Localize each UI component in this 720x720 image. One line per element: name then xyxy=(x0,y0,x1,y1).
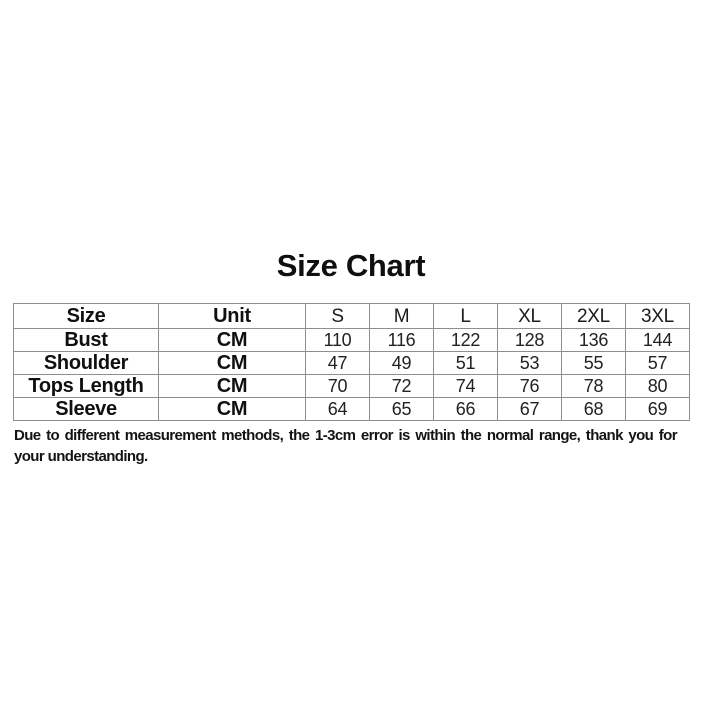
value-cell: 144 xyxy=(626,329,690,352)
value-cell: 51 xyxy=(434,352,498,375)
page-title: Size Chart xyxy=(276,248,426,283)
table-row-shoulder xyxy=(14,352,690,375)
value-cell: 65 xyxy=(370,398,434,421)
value-cell: 78 xyxy=(562,375,626,398)
value-cell: 72 xyxy=(370,375,434,398)
row-label: Sleeve xyxy=(14,398,159,421)
row-label: Bust xyxy=(14,329,159,352)
value-cell: 74 xyxy=(434,375,498,398)
header-cell-2xl: 2XL xyxy=(562,304,626,329)
value-cell: 116 xyxy=(370,329,434,352)
row-label: Tops Length xyxy=(14,375,159,398)
header-cell-unit: Unit xyxy=(159,304,306,329)
value-cell: 57 xyxy=(626,352,690,375)
value-cell: 67 xyxy=(498,398,562,421)
value-cell: 49 xyxy=(370,352,434,375)
value-cell: 136 xyxy=(562,329,626,352)
header-cell-size: Size xyxy=(14,304,159,329)
header-cell-m: M xyxy=(370,304,434,329)
row-label: Shoulder xyxy=(14,352,159,375)
value-cell: 64 xyxy=(306,398,370,421)
header-cell-3xl: 3XL xyxy=(626,304,690,329)
unit-cell: CM xyxy=(159,352,306,375)
value-cell: 69 xyxy=(626,398,690,421)
value-cell: 47 xyxy=(306,352,370,375)
measurement-note: Due to different measurement methods, the 1-3cm error is within the normal range, thank you for your understanding. xyxy=(14,427,677,465)
value-cell: 76 xyxy=(498,375,562,398)
header-cell-l: L xyxy=(434,304,498,329)
unit-cell: CM xyxy=(159,329,306,352)
value-cell: 128 xyxy=(498,329,562,352)
value-cell: 66 xyxy=(434,398,498,421)
header-row xyxy=(14,304,690,329)
size-chart-table xyxy=(13,303,690,421)
unit-cell: CM xyxy=(159,398,306,421)
value-cell: 80 xyxy=(626,375,690,398)
unit-cell: CM xyxy=(159,375,306,398)
table-row-bust xyxy=(14,329,690,352)
value-cell: 55 xyxy=(562,352,626,375)
value-cell: 110 xyxy=(306,329,370,352)
table-row-tops-length xyxy=(14,375,690,398)
value-cell: 68 xyxy=(562,398,626,421)
value-cell: 53 xyxy=(498,352,562,375)
header-cell-s: S xyxy=(306,304,370,329)
header-cell-xl: XL xyxy=(498,304,562,329)
value-cell: 70 xyxy=(306,375,370,398)
value-cell: 122 xyxy=(434,329,498,352)
table-row-sleeve xyxy=(14,398,690,421)
